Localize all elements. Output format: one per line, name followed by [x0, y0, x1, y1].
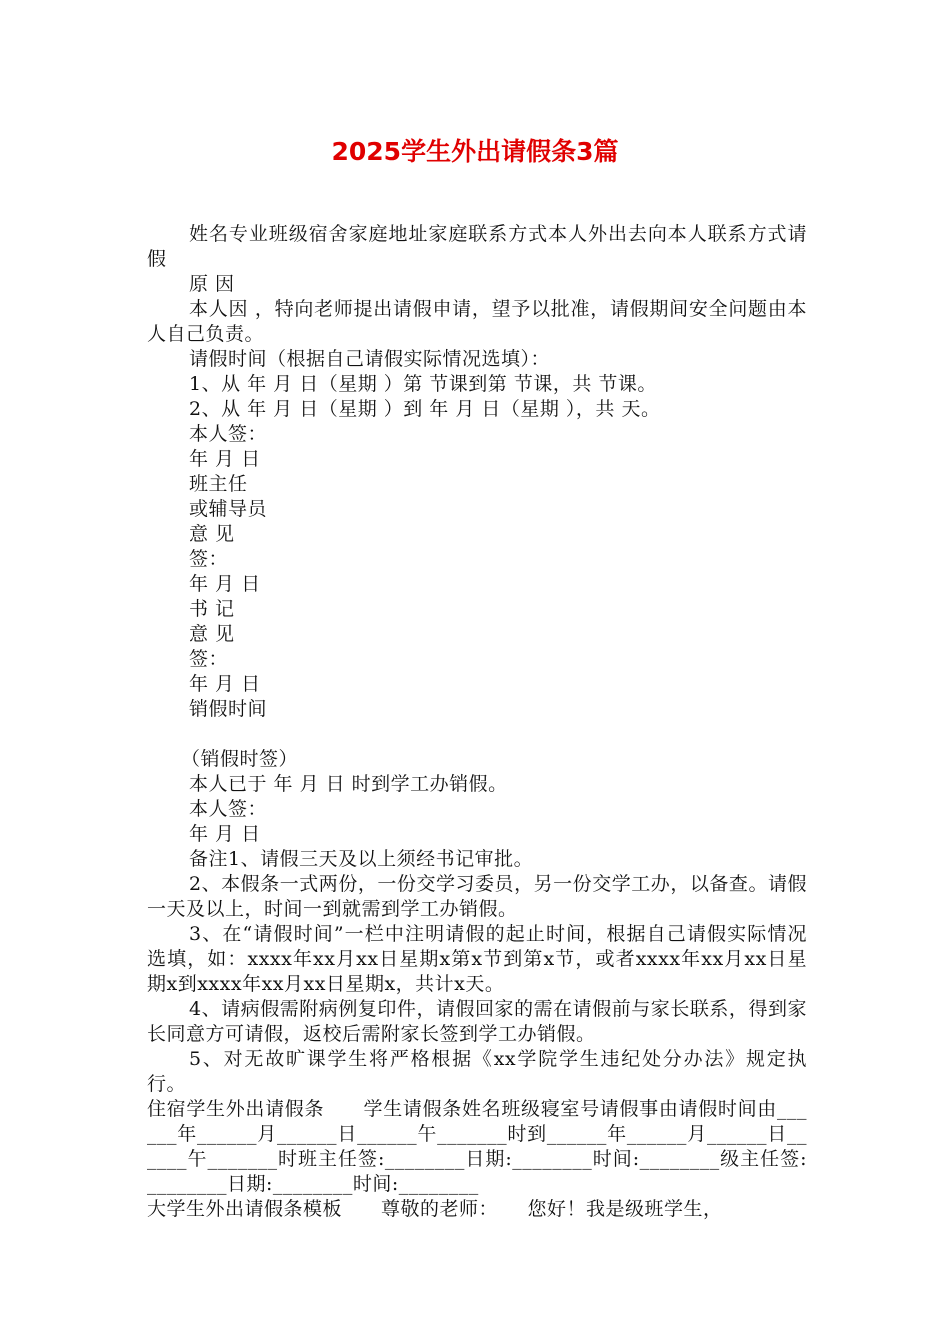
- document-title: 2025学生外出请假条3篇: [331, 137, 619, 166]
- paragraph: 4、请病假需附病例复印件，请假回家的需在请假前与家长联系，得到家长同意方可请假，返校后需附家长签到学工办销假。: [147, 998, 807, 1045]
- paragraph: 原 因: [189, 273, 235, 295]
- paragraph: 住宿学生外出请假条 学生请假条姓名班级寝室号请假事由请假时间由______年______月______日______午_______时到______年______月______日______午_______时班主任签:________日期:________时间:________级主任签:________日期:________时间:________: [147, 1098, 807, 1195]
- paragraph: 本人因 ，特向老师提出请假申请，望予以批准，请假期间安全问题由本人自己负责。: [147, 298, 807, 345]
- paragraph: 本人签：: [189, 423, 268, 445]
- paragraph: 备注1、请假三天及以上须经书记审批。: [189, 848, 534, 870]
- paragraph: 年 月 日: [189, 573, 261, 595]
- paragraph: 意 见: [189, 623, 235, 645]
- paragraph: 大学生外出请假条模板 尊敬的老师： 您好！我是级班学生，: [147, 1198, 723, 1220]
- paragraph: 书 记: [189, 598, 235, 620]
- paragraph: 5、对无故旷课学生将严格根据《xx学院学生违纪处分办法》规定执行。: [147, 1048, 807, 1095]
- paragraph: 年 月 日: [189, 823, 261, 845]
- paragraph: 2、从 年 月 日（星期 ）到 年 月 日（星期 ），共 天。: [189, 398, 661, 420]
- paragraph: （销假时签）: [181, 748, 299, 770]
- blank-line: [147, 722, 807, 747]
- paragraph: 请假时间（根据自己请假实际情况选填）：: [189, 348, 551, 370]
- paragraph: 班主任: [189, 473, 248, 495]
- paragraph: 年 月 日: [189, 673, 261, 695]
- paragraph: 2、本假条一式两份，一份交学习委员，另一份交学工办，以备查。请假一天及以上，时间一到就需到学工办销假。: [147, 873, 807, 920]
- paragraph: 本人已于 年 月 日 时到学工办销假。: [189, 773, 508, 795]
- paragraph: 意 见: [189, 523, 235, 545]
- paragraph: 签：: [189, 548, 229, 570]
- paragraph: 销假时间: [189, 698, 268, 720]
- paragraph: 1、从 年 月 日（星期 ）第 节课到第 节课，共 节课。: [189, 373, 657, 395]
- paragraph: 签：: [189, 648, 229, 670]
- paragraph: 年 月 日: [189, 448, 261, 470]
- document-body: [147, 222, 807, 1222]
- paragraph: 或辅导员: [189, 498, 268, 520]
- paragraph: 本人签：: [189, 798, 268, 820]
- paragraph: 姓名专业班级宿舍家庭地址家庭联系方式本人外出去向本人联系方式请 假: [147, 223, 807, 270]
- paragraph: 3、在“请假时间”一栏中注明请假的起止时间，根据自己请假实际情况选填，如：xxxx年xx月xx日星期x第x节到第x节，或者xxxx年xx月xx日星期x到xxxx年xx月xx日星期x，共计x天。: [147, 923, 807, 995]
